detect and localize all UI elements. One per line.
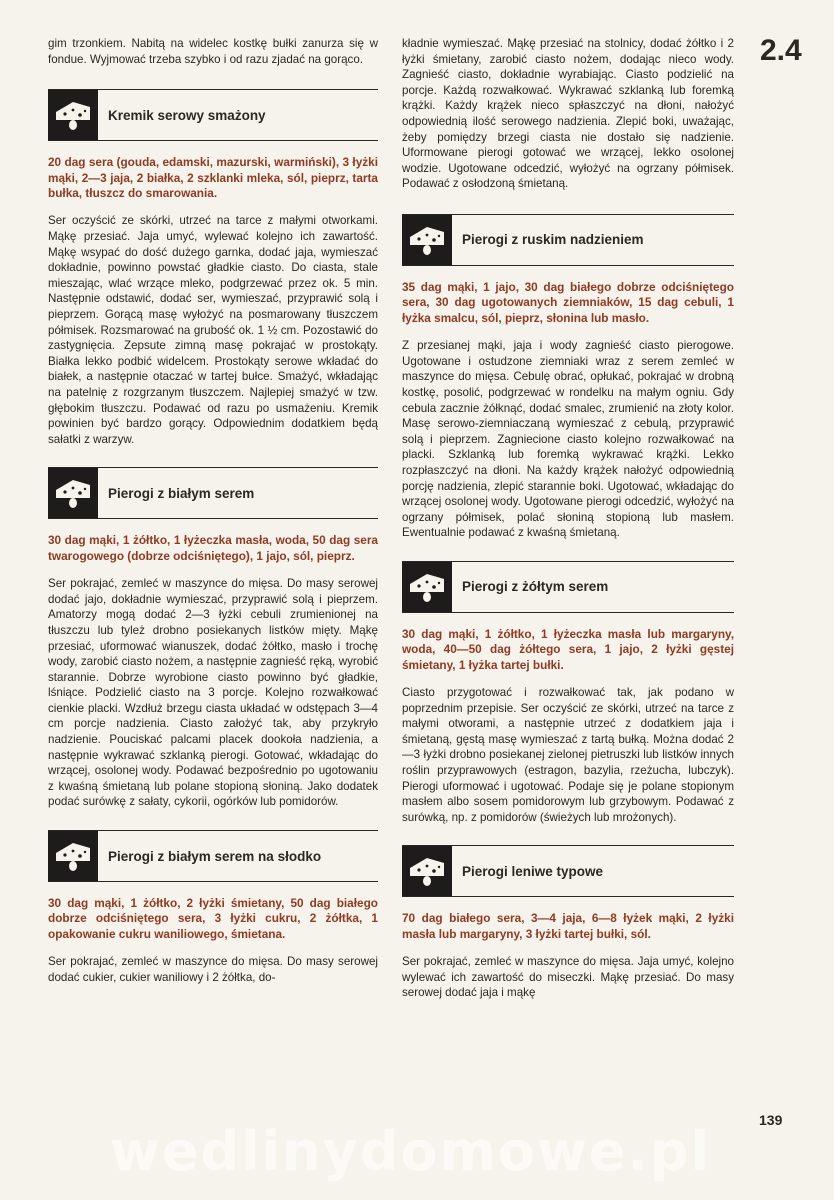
recipe-instructions: Ciasto przygotować i rozwałkować tak, jak podano w poprzednim przepisie. Ser oczyścić ze skórki, utrzeć na tarce z małymi otworami, a następnie utrzeć z dodatkiem jaja i śmietaną, gęstą masę wymieszać z tartą bułką. Można dodać 2—3 łyżki drobno posiekanej zielonej pietruszki lub listków innych roślin przyprawowych (estragon, bazylia, rzeżucha, lubczyk). Pierogi uformować i ugotować. Podaje się je polane stopionym masłem albo sosem pomidorowym lub grzybowym. Podawać z surówką, np. z pomidorów (świeżych lub mrożonych). (402, 686, 734, 824)
cheese-egg-icon (402, 846, 452, 896)
left-column (48, 36, 378, 985)
recipe-header (48, 830, 378, 882)
cheese-egg-icon (48, 90, 98, 140)
recipe-header (402, 561, 734, 613)
right-column (402, 36, 734, 1001)
cheese-egg-icon (402, 562, 452, 612)
recipe-header (402, 845, 734, 897)
recipe-ingredients: 70 dag białego sera, 3—4 jaja, 6—8 łyżek mąki, 2 łyżki masła lub margaryny, 3 łyżki tartej bułki, sól. (402, 911, 734, 941)
recipe-header (48, 89, 378, 141)
recipe-instructions: Ser oczyścić ze skórki, utrzeć na tarce z małymi otworkami. Mąkę przesiać. Jaja umyć, wylewać kolejno ich zawartość. Mąkę wsypać do dość dużego garnka, dodać jaja, wymieszać dokładnie, powinno powstać gładkie ciasto. Do ciasta, stale mieszając, wlać wrzące mleko, podgrzewać przez ok. 5 min. Następnie odstawić, dodać ser, wymieszać, przyprawić solą i pieprzem. Gorącą masę wyłożyć na posmarowany tłuszczem półmisek. Rozsmarować na grubość ok. 1 ½ cm. Pozostawić do zastygnięcia. Zepsute zimną masę pokrajać w prostokąty. Białka lekko podbić widelcem. Prostokąty serowe wkładać do białek, a następnie otaczać w tartej bułce. Smażyć, wkładając na patelnię z rozgrzanym tłuszczem. Najlepiej smażyć w tzw. głębokim tłuszczu. Podawać od razu po usmażeniu. Kremik powinien być bardzo gorący. Odpowiednim dodatkiem będą sałatki z warzyw. (48, 214, 378, 446)
recipe-instructions: Z przesianej mąki, jaja i wody zagnieść ciasto pierogowe. Ugotowane i ostudzone ziemniaki wraz z serem zemleć w maszynce do mięsa. Cebulę obrać, opłukać, pokrajać w drobną kostkę, posolić, podgrzewać w rondelku na małym ogniu. Gdy cebula zacznie żółknąć, dodać smalec, zrumienić na złoty kolor. Masę serowo-ziemniaczaną wymieszać z cebulą, przyprawić solą i pieprzem. Zagniecione ciasto kolejno rozwałkować na placki. Szklanką lub foremką wykrawać krążki. Lekko rozpłaszczyć na dłoni. Na każdy krążek nałożyć odpowiednią porcję nadzienia, zlepić starannie boki. Ugotować, wkładając do wrzącej osolonej wody. Ugotowane pierogi odcedzić, wyłożyć na ogrzany półmisek, polać słoniną stopioną lub masłem. Ewentualnie podawać z kwaśną śmietaną. (402, 339, 734, 540)
recipe-title: Pierogi z ruskim nadzieniem (462, 232, 644, 248)
right-intro-text: kładnie wymieszać. Mąkę przesiać na stolnicy, dodać żółtko i 2 łyżki śmietany, zarobić ciasto nożem, dodając nieco wody. Zagnieść ciasto, dokładnie wyrabiając. Ciasto podzielić na porcje. Każdą rozwałkować. Wykrawać szklanką lub foremką krążki. Każdy krążek nieco spłaszczyć na dłoni, nałożyć odpowiednią ilość serowego nadzienia. Zlepić boki, uważając, żeby pomiędzy brzegi ciasta nie dostało się nadzienie. Uformowane pierogi gotować we wrzącej, lekko osolonej wodzie. Ugotowane odcedzić, wyłożyć na ogrzany półmisek. Podawać z osłodzoną śmietaną. (402, 37, 734, 191)
recipe-ingredients: 30 dag mąki, 1 żółtko, 1 łyżeczka masła, woda, 50 dag sera twarogowego (dobrze odciśniętego), 1 jajo, sól, pieprz. (48, 533, 378, 563)
left-intro-text: gim trzonkiem. Nabitą na widelec kostkę bułki zanurza się w fondue. Wyjmować trzeba szybko i od razu zjadać na gorąco. (48, 37, 378, 66)
recipe-title: Pierogi z żółtym serem (462, 579, 609, 595)
chapter-tag: 2.4 (760, 34, 802, 67)
recipe-title: Kremik serowy smażony (108, 107, 266, 123)
recipe-title: Pierogi z białym serem na słodko (108, 848, 322, 864)
recipe-header (48, 467, 378, 519)
recipe-instructions: Ser pokrajać, zemleć w maszynce do mięsa. Do masy serowej dodać cukier, cukier waniliowy i 2 żółtka, do- (48, 955, 378, 984)
recipe-ingredients: 30 dag mąki, 1 żółtko, 1 łyżeczka masła lub margaryny, woda, 40—50 dag żółtego sera, 1 jajo, 2 łyżki gęstej śmietany, 1 łyżka tartej bułki. (402, 626, 734, 672)
cheese-egg-icon (402, 215, 452, 265)
recipe-instructions: Ser pokrajać, zemleć w maszynce do mięsa. Jaja umyć, kolejno wylewać ich zawartość do miseczki. Mąkę przesiać. Do masy serowej dodać jaja i mąkę (402, 955, 734, 1000)
recipe-ingredients: 35 dag mąki, 1 jajo, 30 dag białego dobrze odciśniętego sera, 30 dag ugotowanych ziemniaków, 15 dag cebuli, 1 łyżka smalcu, sól, pieprz, słonina lub masło. (402, 279, 734, 325)
recipe-instructions: Ser pokrajać, zemleć w maszynce do mięsa. Do masy serowej dodać jajo, dokładnie wymieszać, przyprawić solą i pieprzem. Amatorzy mogą dodać 2—3 łyżki cebuli zrumienionej na tłuszczu lub tyleż drobno posiekanych listków mięty. Mąkę przesiać, uformować wianuszek, dodać żółtko, masło i trochę wody, zarobić ciasto nożem, a następnie zagnieść ręką, wyrobić starannie. Dobrze wyrobione ciasto powinno być gładkie, lśniące. Podzielić ciasto na 3 porcje. Kolejno rozwałkować cienkie placki. Wzdłuż brzegu ciasta układać w odstępach 3—4 cm porcje nadzienia. Ciasto założyć tak, aby przykryło nadzienie. Pouciskać palcami placek dookoła nadzienia, a następnie wykrawać szklanką pierogi. Gotować, wkładając do wrzącej, osolonej wody. Podawać bezpośrednio po ugotowaniu z kwaśną śmietaną lub polane stopioną słoniną. Jako dodatek podać surówkę z sałaty, cykorii, ogórków lub pomidorów. (48, 577, 378, 809)
page-number: 139 (759, 1112, 783, 1128)
site-watermark: wedlinydomowe.pl (110, 1120, 712, 1183)
recipe-ingredients: 20 dag sera (gouda, edamski, mazurski, warmiński), 3 łyżki mąki, 2—3 jaja, 2 białka, 2 szklanki mleka, sól, pieprz, tarta bułka, tłuszcz do smarowania. (48, 155, 378, 200)
recipe-title: Pierogi z białym serem (108, 485, 255, 501)
recipe-header (402, 214, 734, 266)
recipe-ingredients: 30 dag mąki, 1 żółtko, 2 łyżki śmietany, 50 dag białego dobrze odciśniętego sera, 3 łyżki cukru, 2 żółtka, 1 opakowanie cukru waniliowego, śmietana. (48, 896, 378, 941)
cheese-egg-icon (48, 831, 98, 881)
cheese-egg-icon (48, 468, 98, 518)
recipe-title: Pierogi leniwe typowe (462, 863, 604, 879)
